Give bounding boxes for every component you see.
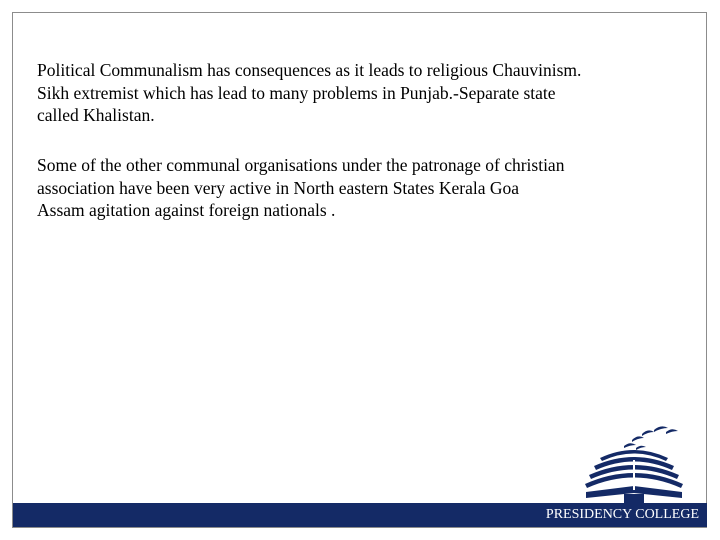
presidency-college-logo-icon	[580, 424, 688, 504]
paragraph-chauvinism: Political Communalism has consequences as it leads to religious Chauvinism. Sikh extremist which has lead to many problems in Punjab.-Separate state called Khalistan.	[37, 60, 582, 125]
college-name: PRESIDENCY COLLEGE	[545, 507, 699, 522]
paragraph-communal-organisations: Some of the other communal organisations under the patronage of christian association have been very active in North eastern States Kerala Goa Assam agitation against foreign nationals .	[37, 155, 565, 220]
footer-bar	[13, 503, 707, 527]
